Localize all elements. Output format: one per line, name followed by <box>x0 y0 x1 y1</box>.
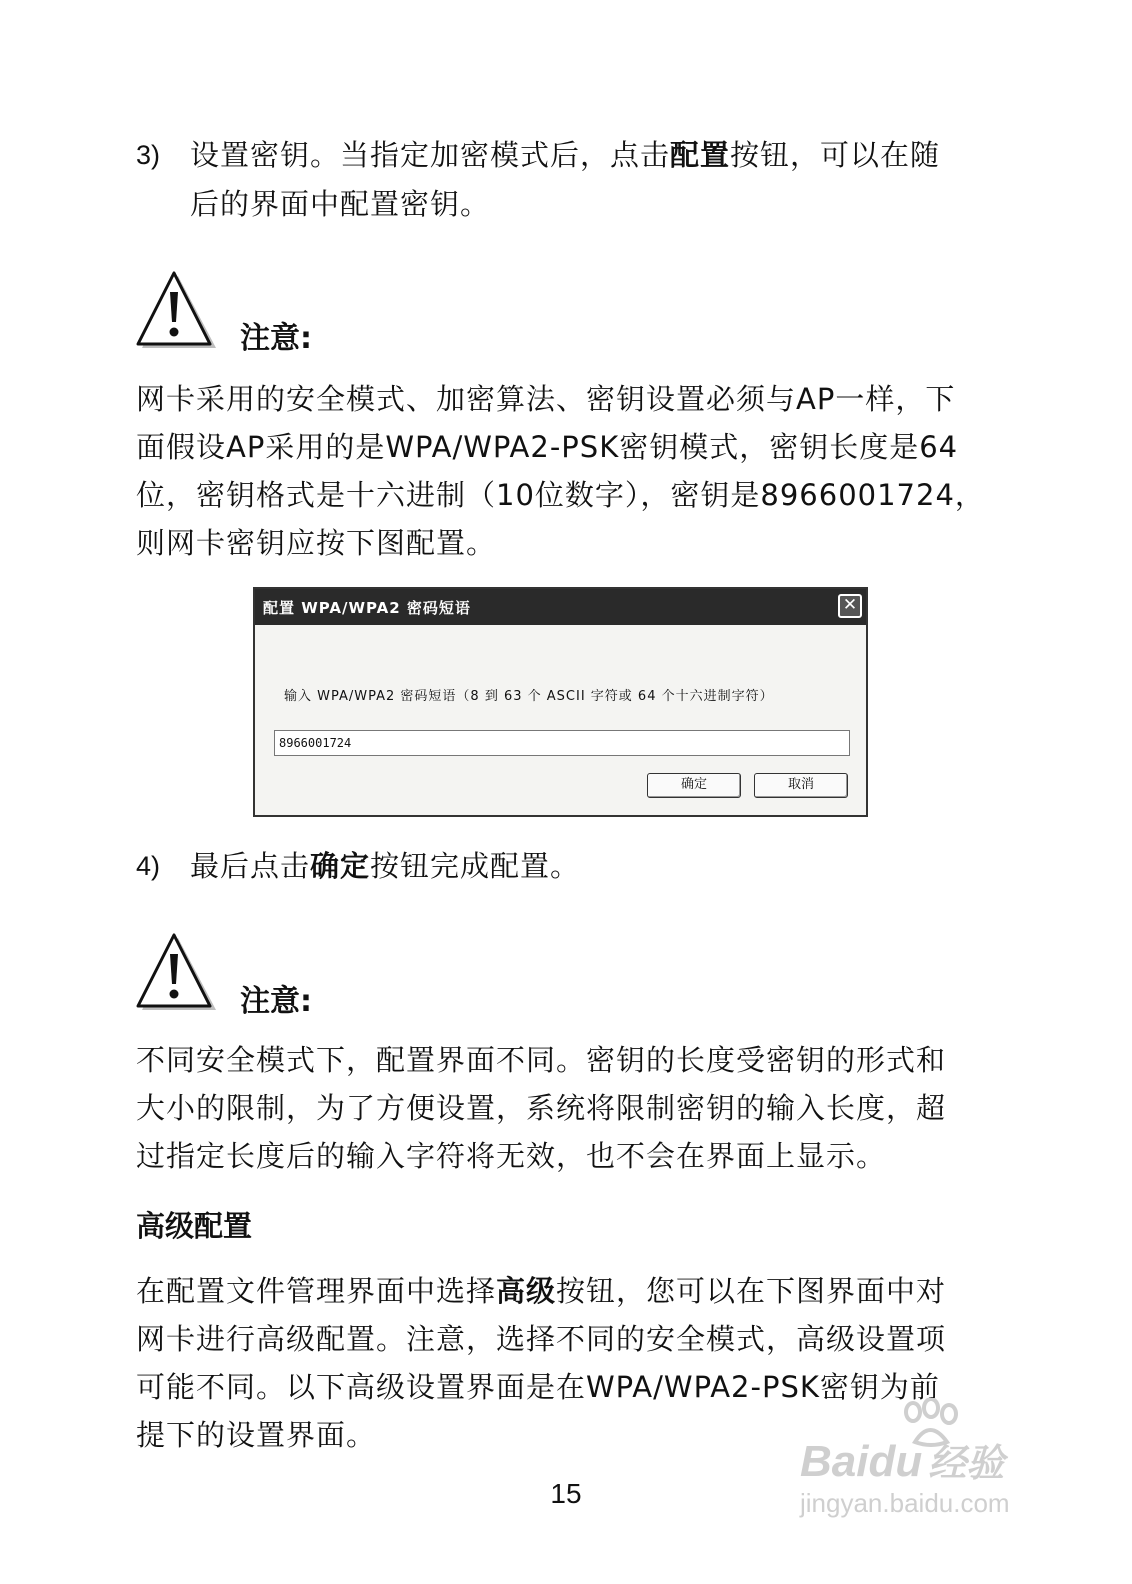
watermark-url: jingyan.baidu.com <box>800 1488 1010 1518</box>
dialog-titlebar <box>255 589 866 625</box>
config-button-reference: 配置 <box>670 138 731 172</box>
passphrase-prompt: 输入 WPA/WPA2 密码短语（8 到 63 个 ASCII 字符或 64 个十六进制字符） <box>284 689 774 704</box>
ok-button-reference: 确定 <box>310 849 371 883</box>
advanced-line: 可能不同。以下高级设置界面是在WPA/WPA2-PSK密钥为前 <box>136 1370 940 1404</box>
passphrase-input[interactable]: 8966001724 <box>274 730 850 756</box>
advanced-config-heading: 高级配置 <box>136 1209 253 1243</box>
note-2-line: 过指定长度后的输入字符将无效，也不会在界面上显示。 <box>136 1139 887 1173</box>
warning-icon <box>134 270 218 354</box>
step-3-number: 3) <box>136 140 161 170</box>
warning-icon <box>134 932 218 1016</box>
note-1-line: 面假设AP采用的是WPA/WPA2-PSK密钥模式，密钥长度是64 <box>136 430 959 464</box>
watermark-brand: Baidu 经验 <box>800 1437 1005 1486</box>
dialog-title: 配置 WPA/WPA2 密码短语 <box>263 599 471 617</box>
step-3-line-2: 后的界面中配置密钥。 <box>190 187 491 221</box>
step-3-line-1: 设置密钥。当指定加密模式后，点击配置按钮，可以在随 <box>190 138 941 172</box>
page-number: 15 <box>550 1478 582 1509</box>
note-1-line: 则网卡密钥应按下图配置。 <box>136 526 497 560</box>
note-2-body <box>136 1036 946 1180</box>
advanced-button-reference: 高级 <box>496 1274 557 1308</box>
advanced-line: 在配置文件管理界面中选择高级按钮，您可以在下图界面中对 <box>136 1274 947 1308</box>
note-2-line: 不同安全模式下，配置界面不同。密钥的长度受密钥的形式和 <box>136 1043 947 1077</box>
advanced-config-body <box>136 1267 946 1459</box>
step-4-number: 4) <box>136 851 161 881</box>
note-2-title: 注意: <box>240 984 312 1019</box>
ok-button[interactable]: 确定 <box>647 773 741 798</box>
cancel-button[interactable]: 取消 <box>754 773 848 798</box>
note-1-line: 位，密钥格式是十六进制（10位数字），密钥是8966001724， <box>136 478 985 512</box>
step-4-text: 最后点击确定按钮完成配置。 <box>190 849 581 883</box>
advanced-line: 网卡进行高级配置。注意，选择不同的安全模式，高级设置项 <box>136 1322 947 1356</box>
advanced-line: 提下的设置界面。 <box>136 1418 377 1452</box>
close-icon[interactable]: ✕ <box>838 594 862 618</box>
dialog-body <box>255 625 866 815</box>
note-1-line: 网卡采用的安全模式、加密算法、密钥设置必须与AP一样，下 <box>136 382 956 416</box>
note-1-body <box>136 375 985 567</box>
note-2-line: 大小的限制，为了方便设置，系统将限制密钥的输入长度，超 <box>136 1091 947 1125</box>
note-1-title: 注意: <box>240 321 312 356</box>
wpa-passphrase-dialog <box>253 587 868 817</box>
